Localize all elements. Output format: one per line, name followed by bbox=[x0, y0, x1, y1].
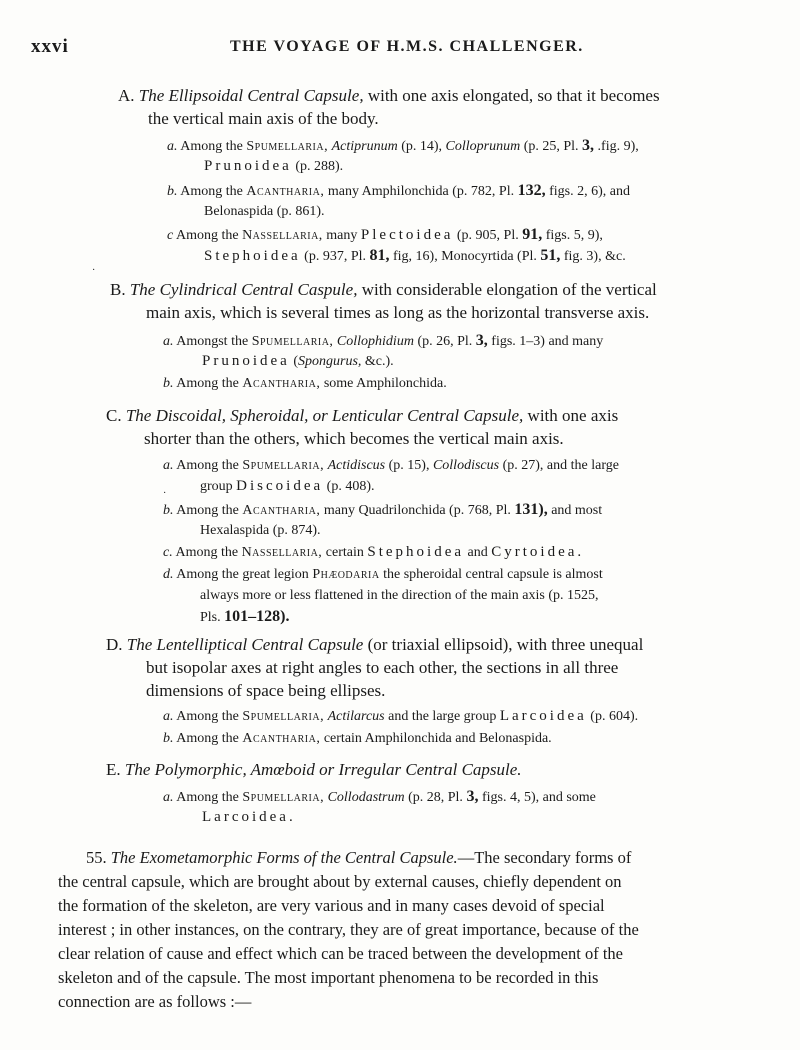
section-d-item-a: a. Among the Spumellaria, Actilarcus and the large group Larcoidea (p. 604). bbox=[163, 708, 639, 724]
section-c-heading: C. The Discoidal, Spheroidal, or Lenticular Central Capsule, with one axis bbox=[106, 406, 619, 425]
print-speck: · bbox=[163, 488, 167, 499]
section-d-heading-cont: but isopolar axes at right angles to each other, the sections in all three bbox=[146, 658, 619, 677]
section-a-heading-cont: the vertical main axis of the body. bbox=[148, 109, 379, 128]
section-a-item-a: a. Among the Spumellaria, Actiprunum (p. 14), Colloprunum (p. 25, Pl. 3, .fig. 9), bbox=[167, 137, 639, 154]
section-d-heading-cont2: dimensions of space being ellipses. bbox=[146, 681, 386, 700]
section-a-item-c-cont: Stephoidea (p. 937, Pl. 81, fig, 16), Monocyrtida (Pl. 51, fig. 3), &c. bbox=[204, 247, 626, 264]
section-c-item-b: b. Among the Acantharia, many Quadrilonchida (p. 768, Pl. 131), and most bbox=[163, 501, 603, 518]
section-d-heading: D. The Lentelliptical Central Capsule (or triaxial ellipsoid), with three unequal bbox=[106, 635, 644, 654]
section-c-item-a-cont: group Discoidea (p. 408). bbox=[200, 478, 375, 494]
section-a-heading: A. The Ellipsoidal Central Capsule, with one axis elongated, so that it becomes bbox=[118, 86, 660, 105]
section-b-item-b: b. Among the Acantharia, some Amphilonchida. bbox=[163, 376, 447, 391]
section-d-item-b: b. Among the Acantharia, certain Amphilonchida and Belonaspida. bbox=[163, 731, 552, 746]
section-a-item-c: c Among the Nassellaria, many Plectoidea (p. 905, Pl. 91, figs. 5, 9), bbox=[167, 226, 603, 243]
section-c-item-d: d. Among the great legion Phæodaria the spheroidal central capsule is almost bbox=[163, 567, 603, 582]
paragraph-55-line-3: the formation of the skeleton, are very various and in many cases devoid of special bbox=[58, 896, 605, 915]
paragraph-55-line-4: interest ; in other instances, on the contrary, they are of great importance, because of the bbox=[58, 920, 639, 939]
section-a-item-b: b. Among the Acantharia, many Amphilonchida (p. 782, Pl. 132, figs. 2, 6), and bbox=[167, 182, 630, 199]
section-c-heading-cont: shorter than the others, which becomes the vertical main axis. bbox=[144, 429, 564, 448]
section-a-item-b-cont: Belonaspida (p. 861). bbox=[204, 204, 325, 219]
section-c-item-d-cont: always more or less flattened in the direction of the main axis (p. 1525, bbox=[200, 588, 599, 603]
section-a-item-a-cont: Prunoidea (p. 288). bbox=[204, 158, 344, 174]
section-e-heading: E. The Polymorphic, Amœboid or Irregular Central Capsule. bbox=[106, 760, 522, 779]
paragraph-55-line-1: 55. The Exometamorphic Forms of the Central Capsule.—The secondary forms of bbox=[86, 848, 632, 867]
section-c-item-c: c. Among the Nassellaria, certain Stephoidea and Cyrtoidea. bbox=[163, 544, 585, 560]
running-title: THE VOYAGE OF H.M.S. CHALLENGER. bbox=[230, 38, 584, 55]
section-e-item-a-cont: Larcoidea. bbox=[202, 809, 296, 825]
paragraph-55-line-7: connection are as follows :— bbox=[58, 992, 252, 1011]
page-number: xxvi bbox=[31, 36, 69, 57]
section-c-item-b-cont: Hexalaspida (p. 874). bbox=[200, 523, 321, 538]
print-speck: · bbox=[92, 265, 96, 276]
paragraph-55-line-2: the central capsule, which are brought about by external causes, chiefly dependent on bbox=[58, 872, 622, 891]
paragraph-55-line-5: clear relation of cause and effect which can be traced between the development of the bbox=[58, 944, 623, 963]
paragraph-55-line-6: skeleton and of the capsule. The most important phenomena to be recorded in this bbox=[58, 968, 599, 987]
section-c-item-d-cont2: Pls. 101–128). bbox=[200, 608, 290, 625]
section-e-item-a: a. Among the Spumellaria, Collodastrum (p. 28, Pl. 3, figs. 4, 5), and some bbox=[163, 788, 596, 805]
section-b-heading-cont: main axis, which is several times as long as the horizontal transverse axis. bbox=[146, 303, 650, 322]
section-b-item-a: a. Amongst the Spumellaria, Collophidium (p. 26, Pl. 3, figs. 1–3) and many bbox=[163, 332, 604, 349]
section-b-item-a-cont: Prunoidea (Spongurus, &c.). bbox=[202, 353, 394, 369]
section-b-heading: B. The Cylindrical Central Caspule, with considerable elongation of the vertical bbox=[110, 280, 657, 299]
section-c-item-a: a. Among the Spumellaria, Actidiscus (p. 15), Collodiscus (p. 27), and the large bbox=[163, 458, 619, 473]
